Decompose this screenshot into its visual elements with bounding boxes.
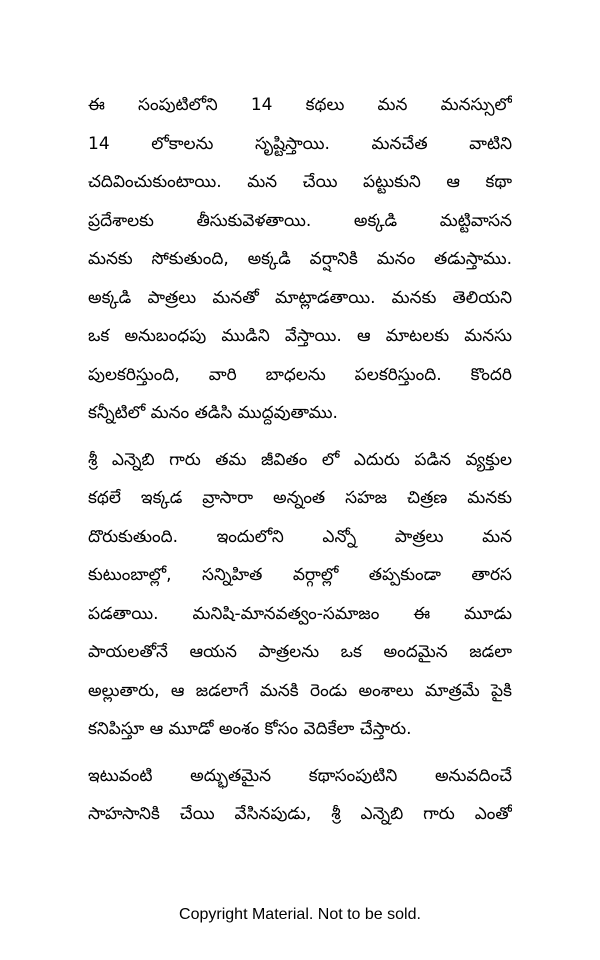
text-line: కన్నీటిలో మనం తడిసి ముద్దవుతాము. xyxy=(88,403,338,423)
text-line: పడతాయి. మనిషి-మానవత్వం-సమాజం ఈ మూడు xyxy=(88,603,512,624)
text-line: మనకు సోకుతుంది, అక్కడి వర్షానికి మనం తడుస్తాము. xyxy=(88,249,512,269)
text-line: ఒక అనుబంధపు ముడిని వేస్తాయి. ఆ మాటలకు మనసు xyxy=(88,326,512,346)
text-line: అల్లుతారు, ఆ జడలాగే మనకి రెండు అంశాలు మాత్రమే పైకి xyxy=(88,680,512,701)
paragraph-3 xyxy=(88,757,512,834)
body-text xyxy=(88,86,512,842)
paragraph-2 xyxy=(88,441,512,749)
text-line: అక్కడి పాత్రలు మనతో మాట్లాడతాయి. మనకు తెలియని xyxy=(88,287,512,308)
text-line: పాయలతోనే ఆయన పాత్రలను ఒక అందమైన జడలా xyxy=(88,642,512,662)
text-line: కుటుంబాల్లో, సన్నిహిత వర్గాల్లో తప్పకుండా తారస xyxy=(88,565,512,585)
text-line: శ్రీ ఎన్నెబి గారు తమ జీవితం లో ఎదురు పడిన వ్యక్తుల xyxy=(88,449,512,470)
copyright-notice: Copyright Material. Not to be sold. xyxy=(179,906,421,923)
text-line: ఈ సంపుటిలోని 14 కథలు మన మనస్సులో xyxy=(88,95,512,115)
text-line: కథలే ఇక్కడ వ్రాసారా అన్నంత సహజ చిత్రణ మనకు xyxy=(88,488,512,508)
paragraph-1 xyxy=(88,86,512,433)
text-line: కనిపిస్తూ ఆ మూడో అంశం కోసం వెదికేలా చేస్తారు. xyxy=(88,719,412,739)
text-line: పులకరిస్తుంది, వారి బాధలను పలకరిస్తుంది. కొందరి xyxy=(88,364,512,385)
text-line: చదివించుకుంటాయి. మన చేయి పట్టుకుని ఆ కథా xyxy=(88,172,512,192)
text-line: 14 లోకాలను సృష్టిస్తాయి. మనచేత వాటిని xyxy=(88,133,512,154)
text-line: ఇటువంటి అద్భుతమైన కథాసంపుటిని అనువదించే xyxy=(88,765,512,786)
text-line: సాహసానికి చేయి వేసినపుడు, శ్రీ ఎన్నెబి గారు ఎంతో xyxy=(88,804,512,824)
text-line: ప్రదేశాలకు తీసుకువెళతాయి. అక్కడి మట్టివాసన xyxy=(88,210,512,231)
text-line: దొరుకుతుంది. ఇందులోని ఎన్నో పాత్రలు మన xyxy=(88,526,512,547)
